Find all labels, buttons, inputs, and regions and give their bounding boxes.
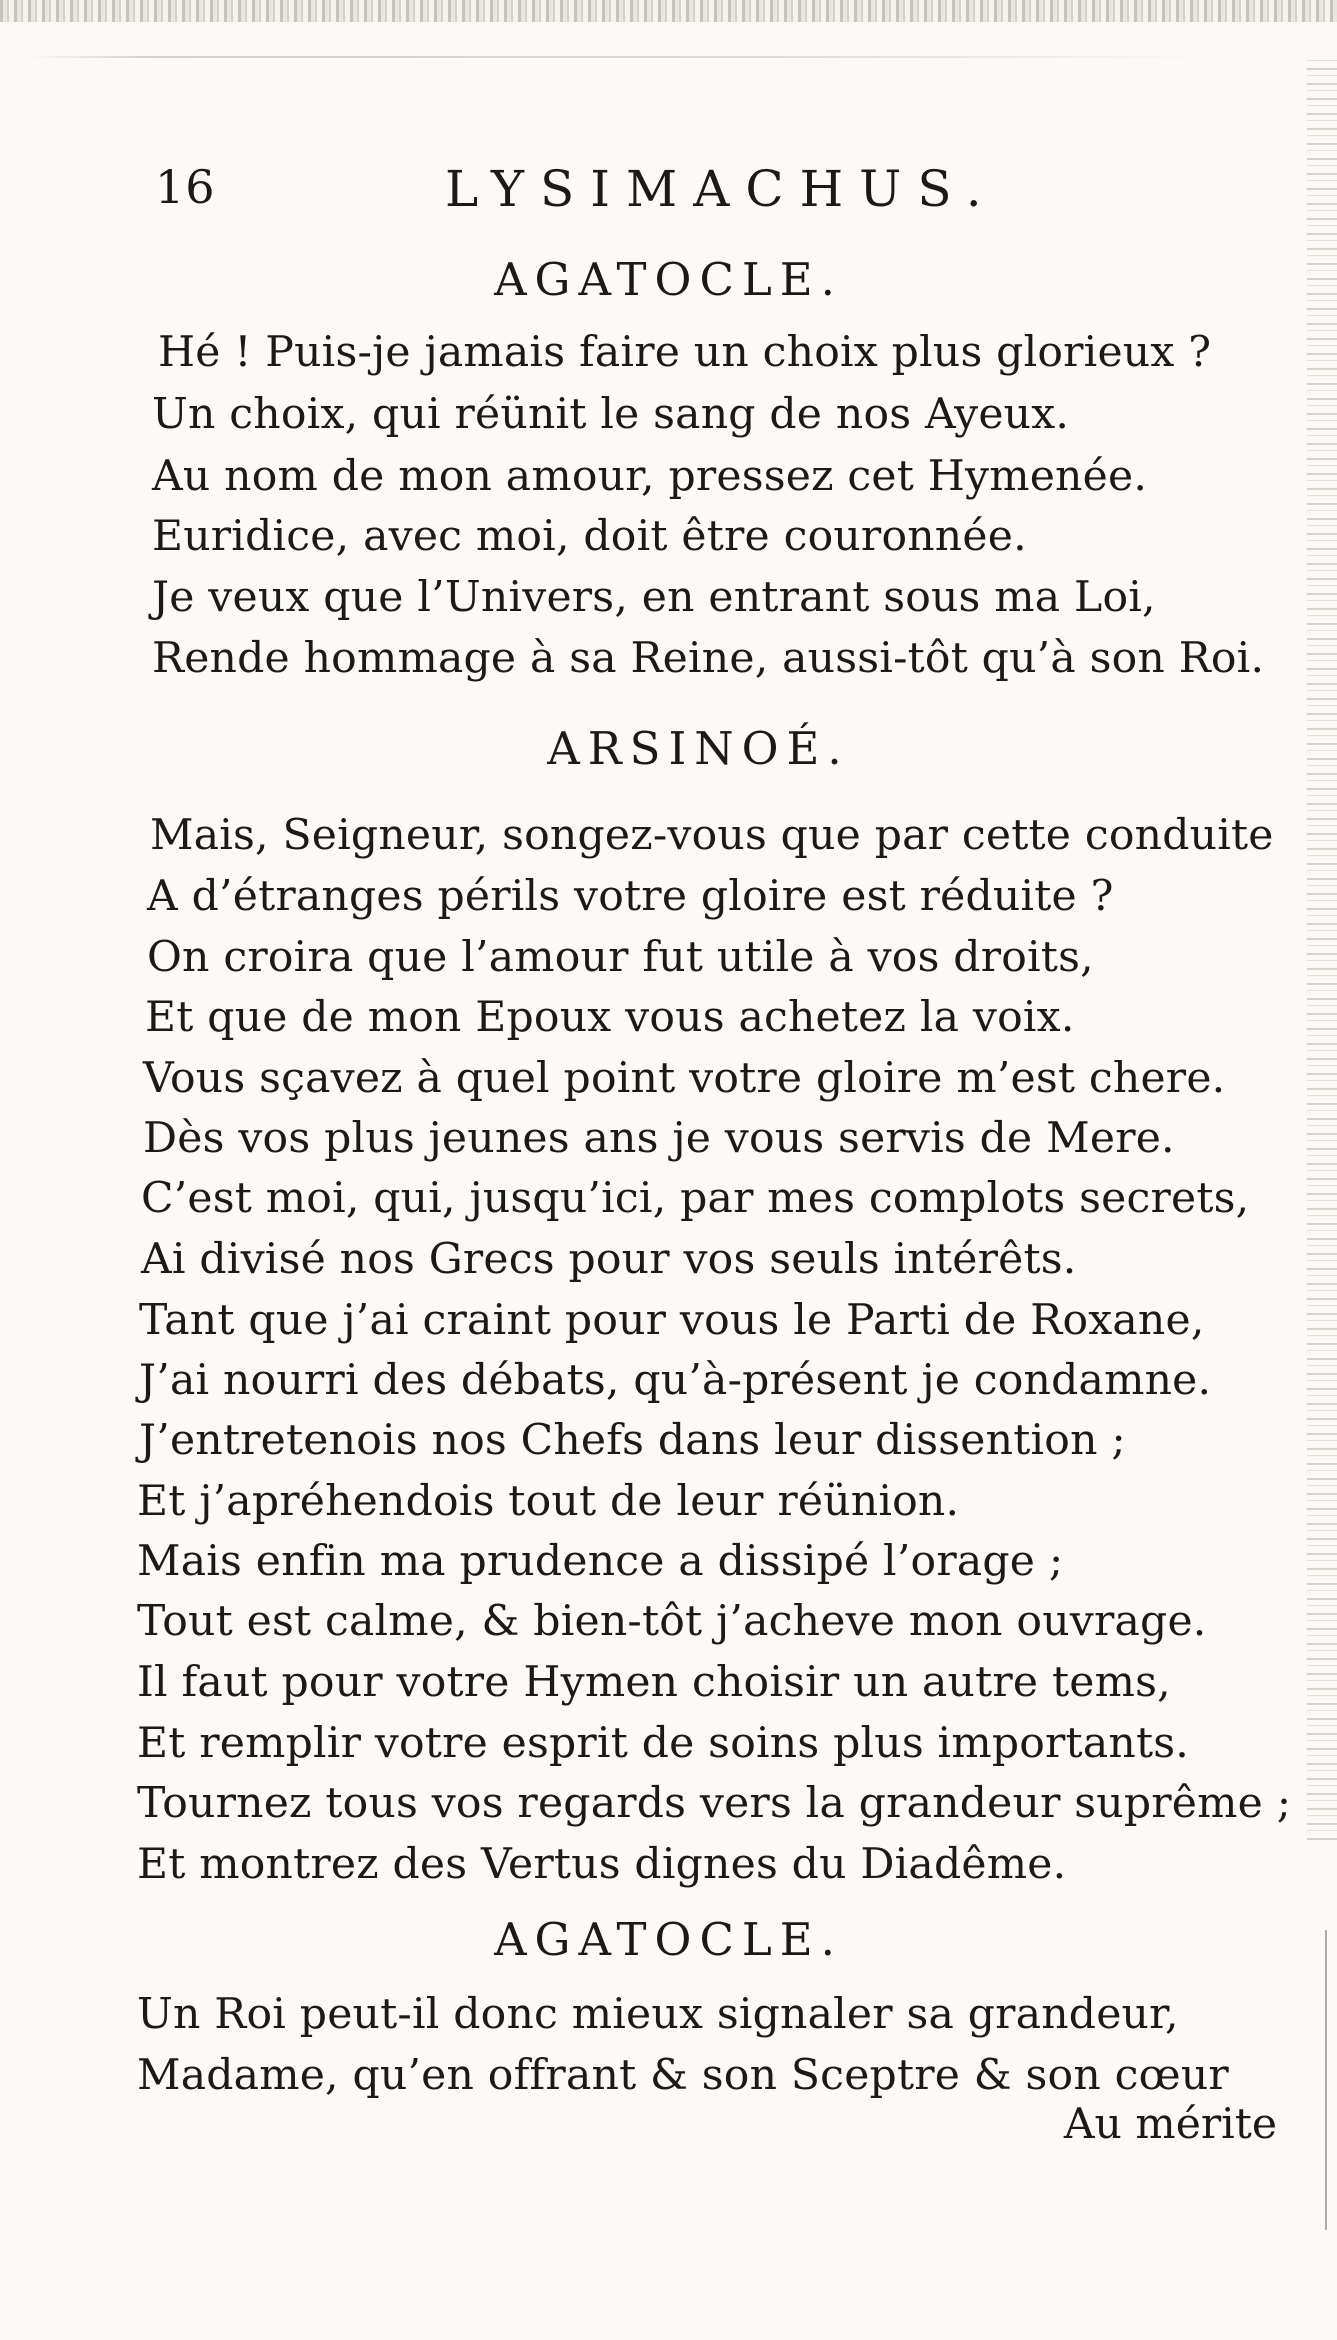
speaker-heading: AGATOCLE. — [494, 1913, 843, 1966]
verse-line: Un choix, qui réünit le sang de nos Ayeux. — [152, 390, 1070, 439]
verse-line: Et remplir votre esprit de soins plus importants. — [137, 1719, 1189, 1768]
verse-line: Tant que j’ai craint pour vous le Parti de Roxane, — [139, 1296, 1205, 1345]
verse-line: Madame, qu’en offrant & son Sceptre & son cœur — [137, 2051, 1229, 2100]
verse-line: Dès vos plus jeunes ans je vous servis de Mere. — [143, 1114, 1175, 1163]
verse-line: Euridice, avec moi, doit être couronnée. — [152, 512, 1027, 561]
verse-line: Et montrez des Vertus dignes du Diadême. — [137, 1840, 1067, 1889]
page-number: 16 — [155, 160, 216, 214]
verse-line: On croira que l’amour fut utile à vos droits, — [147, 933, 1094, 982]
catchword: Au mérite — [1063, 2100, 1277, 2149]
verse-line: Il faut pour votre Hymen choisir un autre tems, — [137, 1658, 1171, 1707]
verse-line: C’est moi, qui, jusqu’ici, par mes complots secrets, — [141, 1174, 1250, 1223]
verse-line: Tournez tous vos regards vers la grandeur suprême ; — [137, 1779, 1292, 1828]
verse-line: A d’étranges périls votre gloire est réduite ? — [147, 872, 1114, 921]
verse-line: J’entretenois nos Chefs dans leur dissention ; — [139, 1416, 1126, 1465]
verse-line: Je veux que l’Univers, en entrant sous ma Loi, — [152, 573, 1156, 622]
verse-line: Rende hommage à sa Reine, aussi-tôt qu’à son Roi. — [152, 634, 1265, 683]
verse-line: Hé ! Puis-je jamais faire un choix plus glorieux ? — [158, 328, 1212, 377]
verse-line: Et que de mon Epoux vous achetez la voix. — [145, 993, 1075, 1042]
verse-line: Ai divisé nos Grecs pour vos seuls intérêts. — [141, 1235, 1077, 1284]
running-title: LYSIMACHUS. — [445, 160, 998, 218]
verse-line: Et j’apréhendois tout de leur réünion. — [137, 1477, 960, 1526]
verse-line: Mais, Seigneur, songez-vous que par cette conduite — [150, 811, 1274, 860]
verse-line: Un Roi peut-il donc mieux signaler sa grandeur, — [137, 1990, 1179, 2039]
verse-line: Au nom de mon amour, pressez cet Hymenée. — [152, 452, 1148, 501]
page-header — [155, 160, 1255, 230]
speaker-heading: AGATOCLE. — [494, 253, 843, 306]
verse-line: Vous sçavez à quel point votre gloire m’est chere. — [143, 1054, 1226, 1103]
verse-line: J’ai nourri des débats, qu’à-présent je condamne. — [139, 1356, 1212, 1405]
verse-line: Tout est calme, & bien-tôt j’acheve mon ouvrage. — [137, 1597, 1207, 1646]
speaker-heading: ARSINOÉ. — [547, 722, 850, 775]
verse-line: Mais enfin ma prudence a dissipé l’orage ; — [137, 1537, 1064, 1586]
